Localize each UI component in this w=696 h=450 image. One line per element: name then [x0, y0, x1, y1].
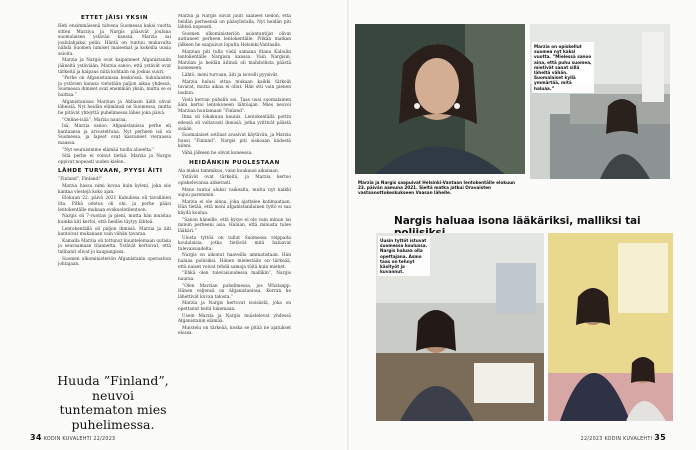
col1-paragraphs-1	[58, 24, 171, 165]
body-paragraph: Usein Marzia ja Nargis muistelevat yhdessä Afganistanin elämää.	[178, 313, 291, 325]
body-paragraph: Afganistanissa Marzian ja Abbasin äidit olivat läheisiä. Nyt heidän elämänsä on Suomessa, mutta he pitävät yhteyttä puhelimessa lähes joka päivä.	[58, 99, 171, 116]
body-paragraph: Kamalla Marzia oli tottunut kuuntelemaan uutisia ja seuraamaan tilannetta. Ystävät kertoivat, että talibanit olivat jo kaupungissa.	[58, 238, 171, 255]
body-paragraph: Sitä perhe ei voinut tietää. Marzia ja Nargis oppivat nopeasti uuden kielen.	[58, 154, 171, 165]
photo-nargis-earphones-art	[355, 24, 525, 174]
body-paragraph: Isä, Marzia sanoo. Afganistanissa perhe eli kantaansa ja arvostettuna. Nyt perheen isä on Suomessa, ja lapset ovat kasvaneet vieraassa maassa.	[58, 124, 171, 146]
body-paragraph: Marzia ja Nargis olivat juuri saaneet tiedon, että heidän perheensä on pääsylistalla. Nyt heidän piti lähteä nopeasti.	[178, 14, 291, 31]
photo-caption-arrival: Marzia ja Nargis saapuivat Helsinki-Vantaan lentokentälle elokuun 23. päivän aamuna 2021. Sieltä matka jatkui Oravaisten vastaanottokeskukseen Vaasan lähelle.	[358, 180, 516, 196]
body-paragraph: ”Perhe on Afganistanissa keskiössä. Sukulaisten ja ystävien kanssa vietetään paljon aikaa yhdessä. Suomessa ihmiset ovat enemmän yksin, mutta se ei haittaa.”	[58, 76, 171, 98]
body-paragraph: ”Finland”, Finland!”	[58, 177, 103, 183]
photo-girls-room	[548, 233, 673, 421]
body-paragraph: ”Olen Marzian puhelimessa, jos Whatsapp. Hänen veljensä on Afganistanissa. Kerran he lähettivät kuvan talosta.”	[178, 283, 291, 300]
body-paragraph: Nargis oli 7-vuotias ja pieni, mutta hän muistaa kuinka äiti kertoi, että heidän täytyy lähteä.	[58, 214, 171, 225]
body-paragraph: Marzia ei ole ainoa, joka ajattelee kotimaataan. Hän tietää, että moni afganistanilainen tyttö ei saa käydä koulua.	[178, 199, 291, 217]
pull-quote: Huuda ”Finland”, neuvoi tuntematon mies puhelimessa.	[57, 373, 169, 432]
subhead-heidankin-puolestaan: HEIDÄNKIN PUOLESTAAN	[189, 159, 280, 166]
body-paragraph: Lähtö, meni turvaan, äiti ja isovelli pyysivät.	[182, 73, 279, 79]
body-paragraph: Suomen ulkoministeriön Afganistanin operaation johtajaan.	[58, 256, 171, 268]
body-paragraph: ”Ehkä olen tulevaisuudessa mallikin”, Nargis nauraa.	[178, 271, 291, 282]
body-paragraph: Vielä kerran puhelin soi. Taas uusi suomalainen ääni kertoi lentokoneen lähtöajan. Mies neuvoi Marziaa huutamaan ”Finland”.	[178, 97, 291, 114]
body-paragraph: Meno tuntui aluksi vaikealta, mutta nyt kaikki sujuu paremmin.	[178, 187, 291, 199]
col1-paragraphs-2	[58, 177, 171, 267]
body-paragraph: Marzian piti tulla vielä samana iltana Kabulin lentokentälle Nargisin kanssa. Vain Nargisin, Marzian ja heidän äitinsä oli mahdollista päästä koneeseen.	[178, 49, 291, 72]
body-paragraph: Marzia ja Nargis ovat kaipanneet Afganistaniin jääneitä ystäviään. Marzia sanoo, että ystävät ovat tärkeitä ja kaipaus niitä kohtaan on joskus suuri.	[58, 58, 171, 75]
photo-caption-finnish: Marzia on opiskellut suomea nyt kaksi vuotta. ”Mielessä sanoo aina, että puhu suomea, mietivät sanat sillä läheltä vähän. Suomalaiset kyllä ymmärtää, mitä haluaa.”	[532, 42, 594, 93]
body-paragraph: Ulosta tyttöä on tullut Suomessa reippaita koululaisia, jotka tietävät mitä haluavat tulevaisuudelta.	[178, 235, 291, 252]
photo-caption-school: Uusin tyttöt istuvat suomessa koulussa. Nargis haluaa olla opettajana. Asmo taas on tehnyt käsityöt ja kuvannut.	[378, 236, 430, 276]
body-paragraph: Marzia halusi ottaa mukaan kaikki tärkeät tavarat, mutta aikaa ei ollut. Hän otti vain pienen laukun.	[178, 79, 291, 96]
left-column-2	[178, 14, 291, 430]
page-gutter	[347, 0, 349, 450]
body-paragraph: ”Nyt seuraisimme elämää tuolla alueelta.”	[62, 147, 155, 153]
body-paragraph: Muistelu on tärkeää, koska se pitää ne ajatukset elossa.	[178, 325, 291, 337]
right-folio	[581, 433, 666, 442]
body-paragraph: Marzia ja Nargis kertovat isoisästä, joka on opettanut heitä lukemaan.	[178, 301, 291, 312]
body-paragraph: Marzia hassu nimi kovaa kuin kyleni, joka siis kantaa viestejä koko ajan.	[58, 184, 171, 195]
col2-paragraphs-1	[178, 14, 291, 157]
right-folio-text: 22/2023 KODIN KUVALEHTI	[580, 437, 653, 442]
body-paragraph: Lentokentällä oli paljon ihmisiä. Marzia ja äiti kantoivat mukanaan vain vähän tavaraa.	[58, 226, 171, 238]
right-page-number: 35	[654, 433, 666, 442]
left-column-1	[58, 14, 171, 320]
body-paragraph: Heti ensimmäisenä talvena Suomessa kaksi vuotta sitten Marziya ja Nargis pääsivät jouluna suomalaisen ystävän kanssa. Marzia sai joululahjaksi pelin. Häntä on tuntuu mukavalta nähdä Suomen lumiset maisemat ja kokeilla uusia asioita.	[58, 24, 171, 57]
right-page-headline: Nargis haluaa isona lääkäriksi, malliksi tai	[394, 215, 641, 227]
body-paragraph: ”Online-isää”, Marzia nauraa.	[62, 117, 127, 123]
body-paragraph: Suomalaiset sotilaat avasivat käytävän, ja Marzia huusi ”Finland”. Nargis piti siskoaan kädestä kiinni.	[178, 133, 291, 150]
body-paragraph: ”Sanon häneille, että kysye ei ole vain minun tai minun perheeni asia. Haluan, että minusta tulee lääkäri.”	[178, 217, 291, 234]
photo-girls-room-art	[548, 233, 673, 421]
body-paragraph: Ala maksi tammikuu, vaan kuukausi aikanaan.	[178, 168, 280, 174]
body-paragraph: Elokuun 22. päivä 2021 Kabulissa oli tavallinen ilta. Pitkä odotus oli ohi, ja perhe pääsi lentokentälle mukaan evakuointilentoon.	[58, 196, 171, 213]
left-folio-text: KODIN KUVALEHTI 22/2023	[43, 437, 116, 442]
left-folio	[30, 433, 115, 442]
body-paragraph: Vähä jälkeen he olivat koneessa.	[182, 151, 253, 157]
body-paragraph: Ilma oli lokakuun kaunis. Lentokentällä portin edessä oli valtavasti ihmisiä, jotka yrittivät päästä sisään.	[178, 115, 291, 132]
body-paragraph: Ystävät ovat tärkeitä, ja Marzia kertoo opiskelevansa ahkerasti.	[178, 175, 291, 186]
body-paragraph: Nargis on aikonut haaveilla ammatistaan. Hän haluaa poliisiksi. Hänen mielestään on tärkeää, että naiset voivat tehdä samoja töitä kuin miehet.	[178, 253, 291, 270]
subhead-ettet-jaisi-yksin: ETTET JÄISI YKSIN	[80, 15, 149, 21]
photo-nargis-earphones	[355, 24, 525, 174]
body-paragraph: Suomen ulkoministeriön asiantuntijat olivat auttaneet perheen lentokentälle. Pitkän matkan jälkeen he saapuivat lopulta Helsinki-Vantaalle.	[178, 31, 291, 48]
left-page-number: 34	[30, 433, 42, 442]
subhead-lahde-turvaan: LÄHDE TURVAAN, PYYSI ÄITI	[58, 168, 163, 175]
col2-paragraphs-2	[178, 169, 291, 337]
